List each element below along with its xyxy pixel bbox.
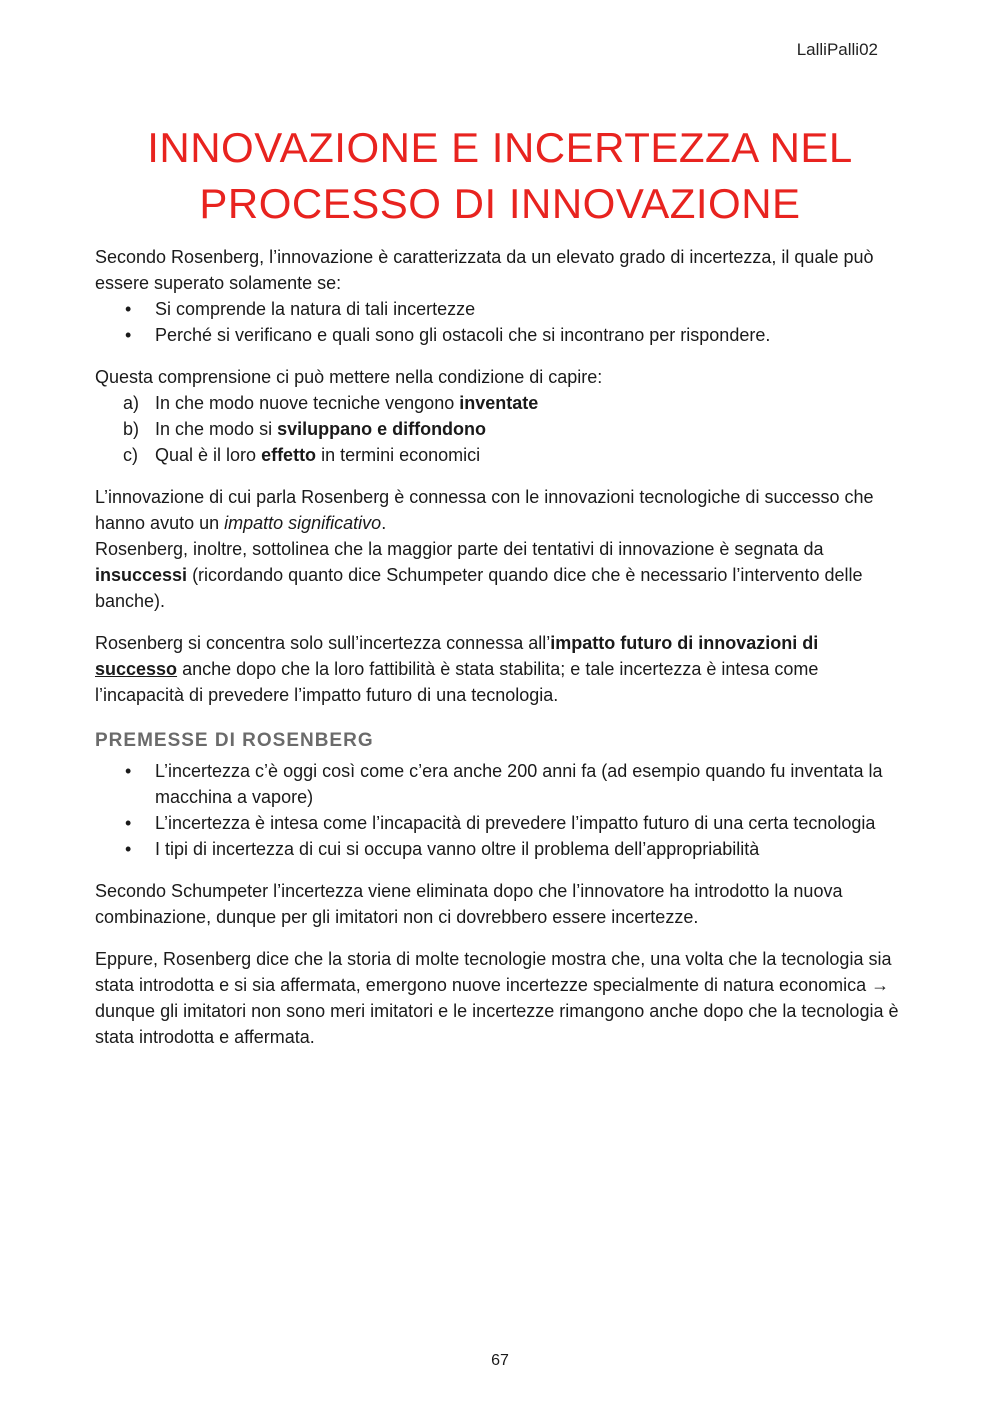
paragraph-bold-text: insuccessi	[95, 565, 188, 585]
paragraph-schumpeter: Secondo Schumpeter l’incertezza viene eliminata dopo che l’innovatore ha introdotto la nuova combinazione, dunque per gli imitatori non ci dovrebbero essere incertezze.	[95, 881, 843, 927]
list-text: In che modo si	[155, 419, 278, 439]
paragraph-italic-text: impatto significativo	[224, 513, 382, 533]
page-title-line1: INNOVAZIONE E INCERTEZZA NEL	[147, 124, 853, 171]
list-item: • Si comprende la natura di tali incertezze	[155, 296, 900, 322]
list-bold-text: sviluppano e diffondono	[277, 419, 487, 439]
section-heading: PREMESSE DI ROSENBERG	[95, 730, 374, 751]
paragraph-text: Rosenberg si concentra solo sull’incertezza connessa all’	[95, 633, 551, 653]
paragraph-bold-text: impatto futuro di innovazioni di	[550, 633, 819, 653]
list-text: In che modo nuove tecniche vengono	[155, 393, 460, 413]
paragraph-text: L’innovazione di cui parla Rosenberg è connessa con le innovazioni tecnologiche di successo che hanno avuto un	[95, 487, 874, 533]
paragraph-text: Rosenberg, inoltre, sottolinea che la maggior parte dei tentativi di innovazione è segnata da	[95, 539, 824, 559]
page-number: 67	[491, 1352, 509, 1369]
page-title	[95, 120, 905, 232]
paragraph-text: (ricordando quanto dice Schumpeter quando dice che è necessario l’intervento delle banche).	[95, 565, 863, 611]
paragraph-text: .	[381, 513, 387, 533]
list-text: in termini economici	[316, 445, 481, 465]
intro-paragraph: Secondo Rosenberg, l’innovazione è caratterizzata da un elevato grado di incertezza, il quale può essere superato solamente se:	[95, 247, 874, 293]
list-item: • I tipi di incertezza di cui si occupa vanno oltre il problema dell’appropriabilità	[155, 836, 900, 862]
paragraph-eppure: Eppure, Rosenberg dice che la storia di molte tecnologie mostra che, una volta che la tecnologia sia stata introdotta e si sia affermata, emergono nuove incertezze specialmente di natura economica → dunque gli imitatori non sono meri imitatori e le incertezze rimangono anche dopo che la tecnologia è stata introdotta e affermata.	[95, 949, 899, 1047]
list-label: b)	[123, 419, 140, 439]
paragraph-text: anche dopo che la loro fattibilità è stata stabilita; e tale incertezza è intesa come l’incapacità di prevedere l’impatto futuro di una tecnologia.	[95, 659, 819, 705]
list-text: Qual è il loro	[155, 445, 262, 465]
paragraph-insuccessi	[95, 536, 900, 614]
premesse-bullet-list	[95, 758, 900, 862]
comprension-paragraph: Questa comprensione ci può mettere nella condizione di capire:	[95, 367, 603, 387]
list-label: c)	[123, 445, 138, 465]
list-bold-text: effetto	[261, 445, 317, 465]
list-item: • L’incertezza c’è oggi così come c’era anche 200 anni fa (ad esempio quando fu inventata la macchina a vapore)	[155, 758, 900, 810]
list-item: • Perché si verificano e quali sono gli ostacoli che si incontrano per rispondere.	[155, 322, 900, 348]
paragraph-incertezza	[95, 630, 900, 708]
comprension-list	[95, 390, 900, 468]
list-bold-text: inventate	[459, 393, 539, 413]
paragraph-impatto	[95, 484, 900, 536]
document-body	[95, 244, 900, 1050]
list-label: a)	[123, 393, 140, 413]
page-title-line2: PROCESSO DI INNOVAZIONE	[199, 180, 801, 227]
intro-bullet-list	[95, 296, 900, 348]
list-item	[123, 416, 900, 442]
header-author: LalliPalli02	[796, 40, 878, 59]
paragraph-bold-underline-text: successo	[95, 659, 178, 679]
list-item	[123, 390, 900, 416]
list-item	[123, 442, 900, 468]
list-item: • L’incertezza è intesa come l’incapacità di prevedere l’impatto futuro di una certa tecnologia	[155, 810, 900, 836]
